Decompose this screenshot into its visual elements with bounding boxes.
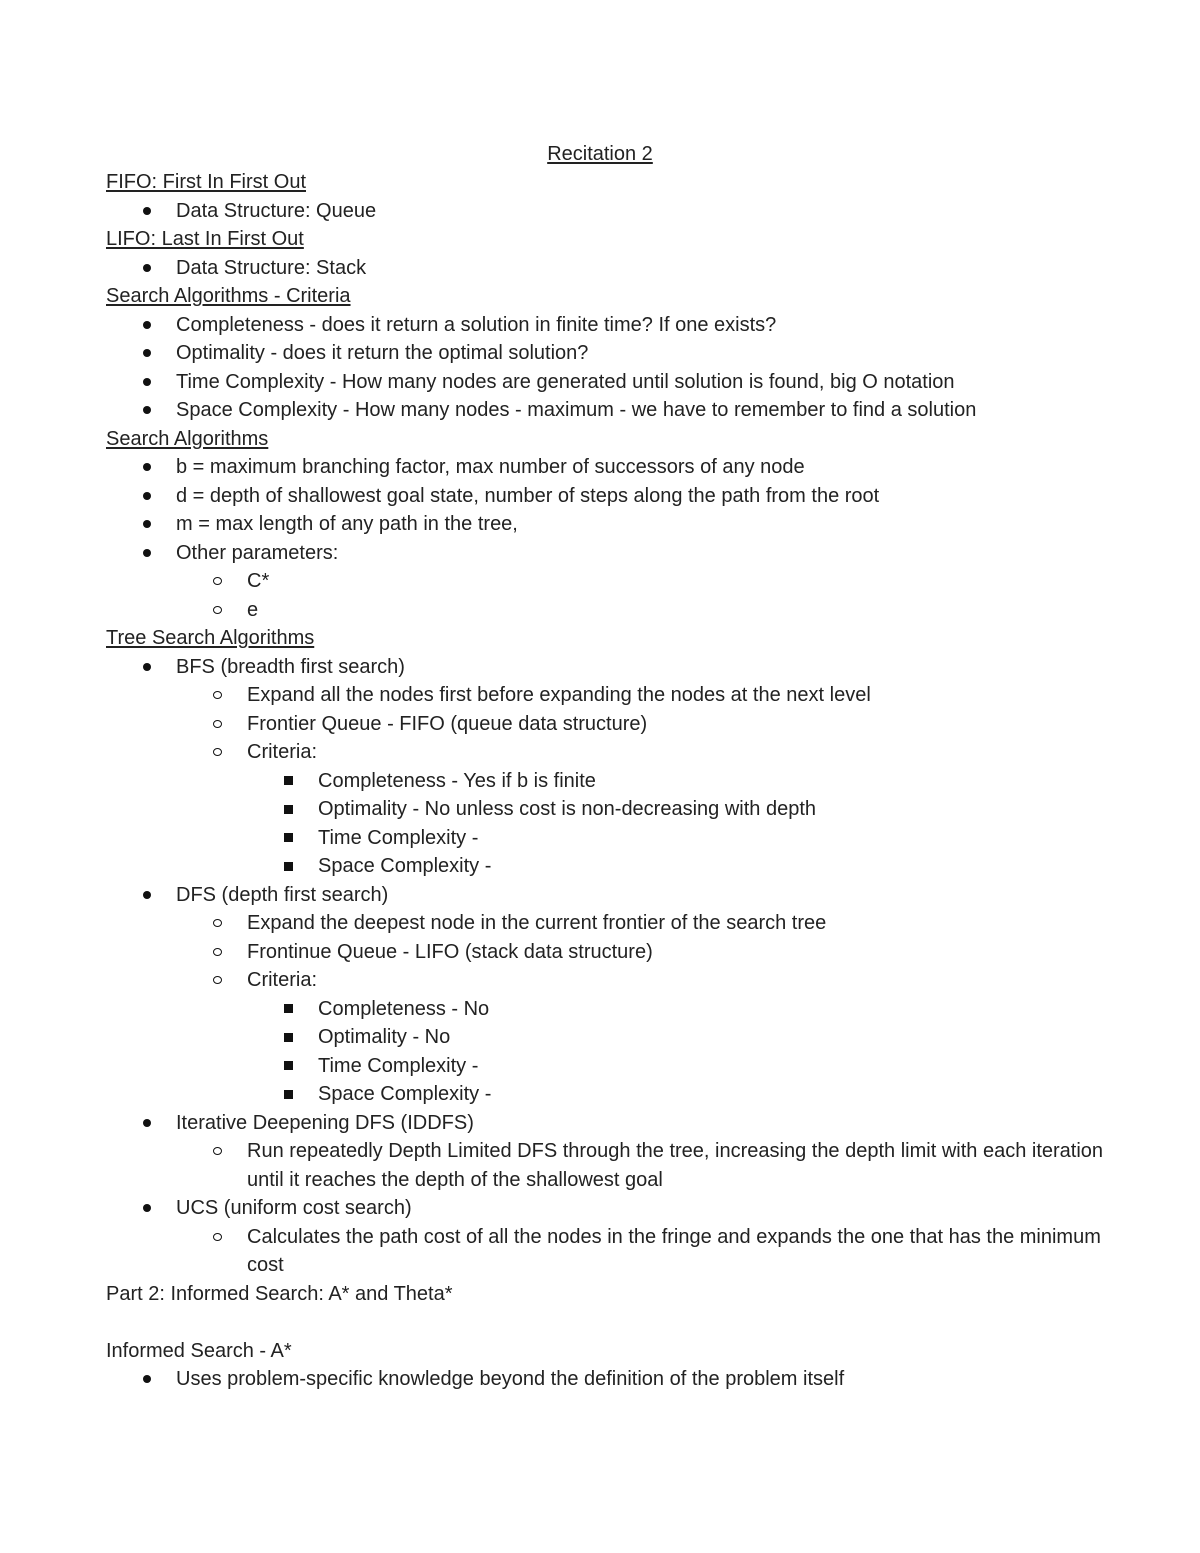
list-item: e [106, 596, 1106, 625]
list-item: Time Complexity - [106, 824, 1106, 853]
list-item: Run repeatedly Depth Limited DFS through the tree, increasing the depth limit with each iteration until it reaches the depth of the shallowest goal [106, 1137, 1106, 1194]
part2-heading: Part 2: Informed Search: A* and Theta* [106, 1282, 453, 1305]
list-item: Optimality - does it return the optimal solution? [106, 339, 1106, 368]
list-item: Time Complexity - [106, 1052, 1106, 1081]
bullet-square-icon [284, 805, 293, 814]
bullet-dot-icon [143, 207, 151, 215]
list-item: Time Complexity - How many nodes are generated until solution is found, big O notation [106, 368, 1106, 397]
bullet-circle-icon [213, 1147, 222, 1155]
bullet-dot-icon [143, 378, 151, 386]
list-item: Frontier Queue - FIFO (queue data structure) [106, 710, 1106, 739]
bullet-dot-icon [143, 549, 151, 557]
bullet-dot-icon [143, 1204, 151, 1212]
list-item: Completeness - Yes if b is finite [106, 767, 1106, 796]
list-item: BFS (breadth first search) [106, 653, 1106, 682]
bullet-circle-icon [213, 1233, 222, 1241]
list-item: Expand all the nodes first before expanding the nodes at the next level [106, 681, 1106, 710]
list-item: Expand the deepest node in the current frontier of the search tree [106, 909, 1106, 938]
list-item: Data Structure: Stack [106, 254, 1106, 283]
fifo-heading: FIFO: First In First Out [106, 171, 306, 193]
bullet-square-icon [284, 1061, 293, 1070]
list-item: Space Complexity - How many nodes - maximum - we have to remember to find a solution [106, 396, 1106, 425]
list-item: UCS (uniform cost search) [106, 1194, 1106, 1223]
bullet-dot-icon [143, 1119, 151, 1127]
bullet-square-icon [284, 862, 293, 871]
bullet-dot-icon [143, 891, 151, 899]
list-item: Criteria: [106, 966, 1106, 995]
document-body [106, 168, 1106, 1394]
blank-line [106, 1308, 1106, 1337]
bullet-dot-icon [143, 520, 151, 528]
bullet-circle-icon [213, 748, 222, 756]
list-item: Criteria: [106, 738, 1106, 767]
bullet-dot-icon [143, 463, 151, 471]
list-item: Other parameters: [106, 539, 1106, 568]
list-item: Space Complexity - [106, 1080, 1106, 1109]
list-item: Iterative Deepening DFS (IDDFS) [106, 1109, 1106, 1138]
bullet-dot-icon [143, 492, 151, 500]
list-item: Data Structure: Queue [106, 197, 1106, 226]
bullet-square-icon [284, 1004, 293, 1013]
list-item: Calculates the path cost of all the nodes in the fringe and expands the one that has the minimum cost [106, 1223, 1106, 1280]
list-item: Frontinue Queue - LIFO (stack data structure) [106, 938, 1106, 967]
list-item: Optimality - No [106, 1023, 1106, 1052]
bullet-square-icon [284, 776, 293, 785]
bullet-circle-icon [213, 606, 222, 614]
criteria-heading: Search Algorithms - Criteria [106, 285, 351, 307]
bullet-square-icon [284, 1090, 293, 1099]
bullet-dot-icon [143, 1375, 151, 1383]
list-item: Optimality - No unless cost is non-decreasing with depth [106, 795, 1106, 824]
bullet-circle-icon [213, 720, 222, 728]
list-item: d = depth of shallowest goal state, number of steps along the path from the root [106, 482, 1106, 511]
bullet-square-icon [284, 1033, 293, 1042]
list-item: Completeness - does it return a solution in finite time? If one exists? [106, 311, 1106, 340]
bullet-dot-icon [143, 663, 151, 671]
informed-search-heading: Informed Search - A* [106, 1339, 292, 1362]
search-algorithms-heading: Search Algorithms [106, 427, 269, 450]
lifo-heading: LIFO: Last In First Out [106, 228, 304, 250]
bullet-circle-icon [213, 976, 222, 984]
bullet-circle-icon [213, 948, 222, 956]
bullet-dot-icon [143, 264, 151, 272]
bullet-circle-icon [213, 577, 222, 585]
bullet-circle-icon [213, 919, 222, 927]
list-item: C* [106, 567, 1106, 596]
bullet-dot-icon [143, 406, 151, 414]
document-title: Recitation 2 [547, 143, 653, 165]
bullet-circle-icon [213, 691, 222, 699]
list-item: Uses problem-specific knowledge beyond the definition of the problem itself [106, 1365, 1106, 1394]
list-item: DFS (depth first search) [106, 881, 1106, 910]
bullet-dot-icon [143, 349, 151, 357]
list-item: Space Complexity - [106, 852, 1106, 881]
bullet-square-icon [284, 833, 293, 842]
tree-search-heading: Tree Search Algorithms [106, 627, 315, 649]
list-item: b = maximum branching factor, max number of successors of any node [106, 453, 1106, 482]
list-item: Completeness - No [106, 995, 1106, 1024]
bullet-dot-icon [143, 321, 151, 329]
list-item: m = max length of any path in the tree, [106, 510, 1106, 539]
